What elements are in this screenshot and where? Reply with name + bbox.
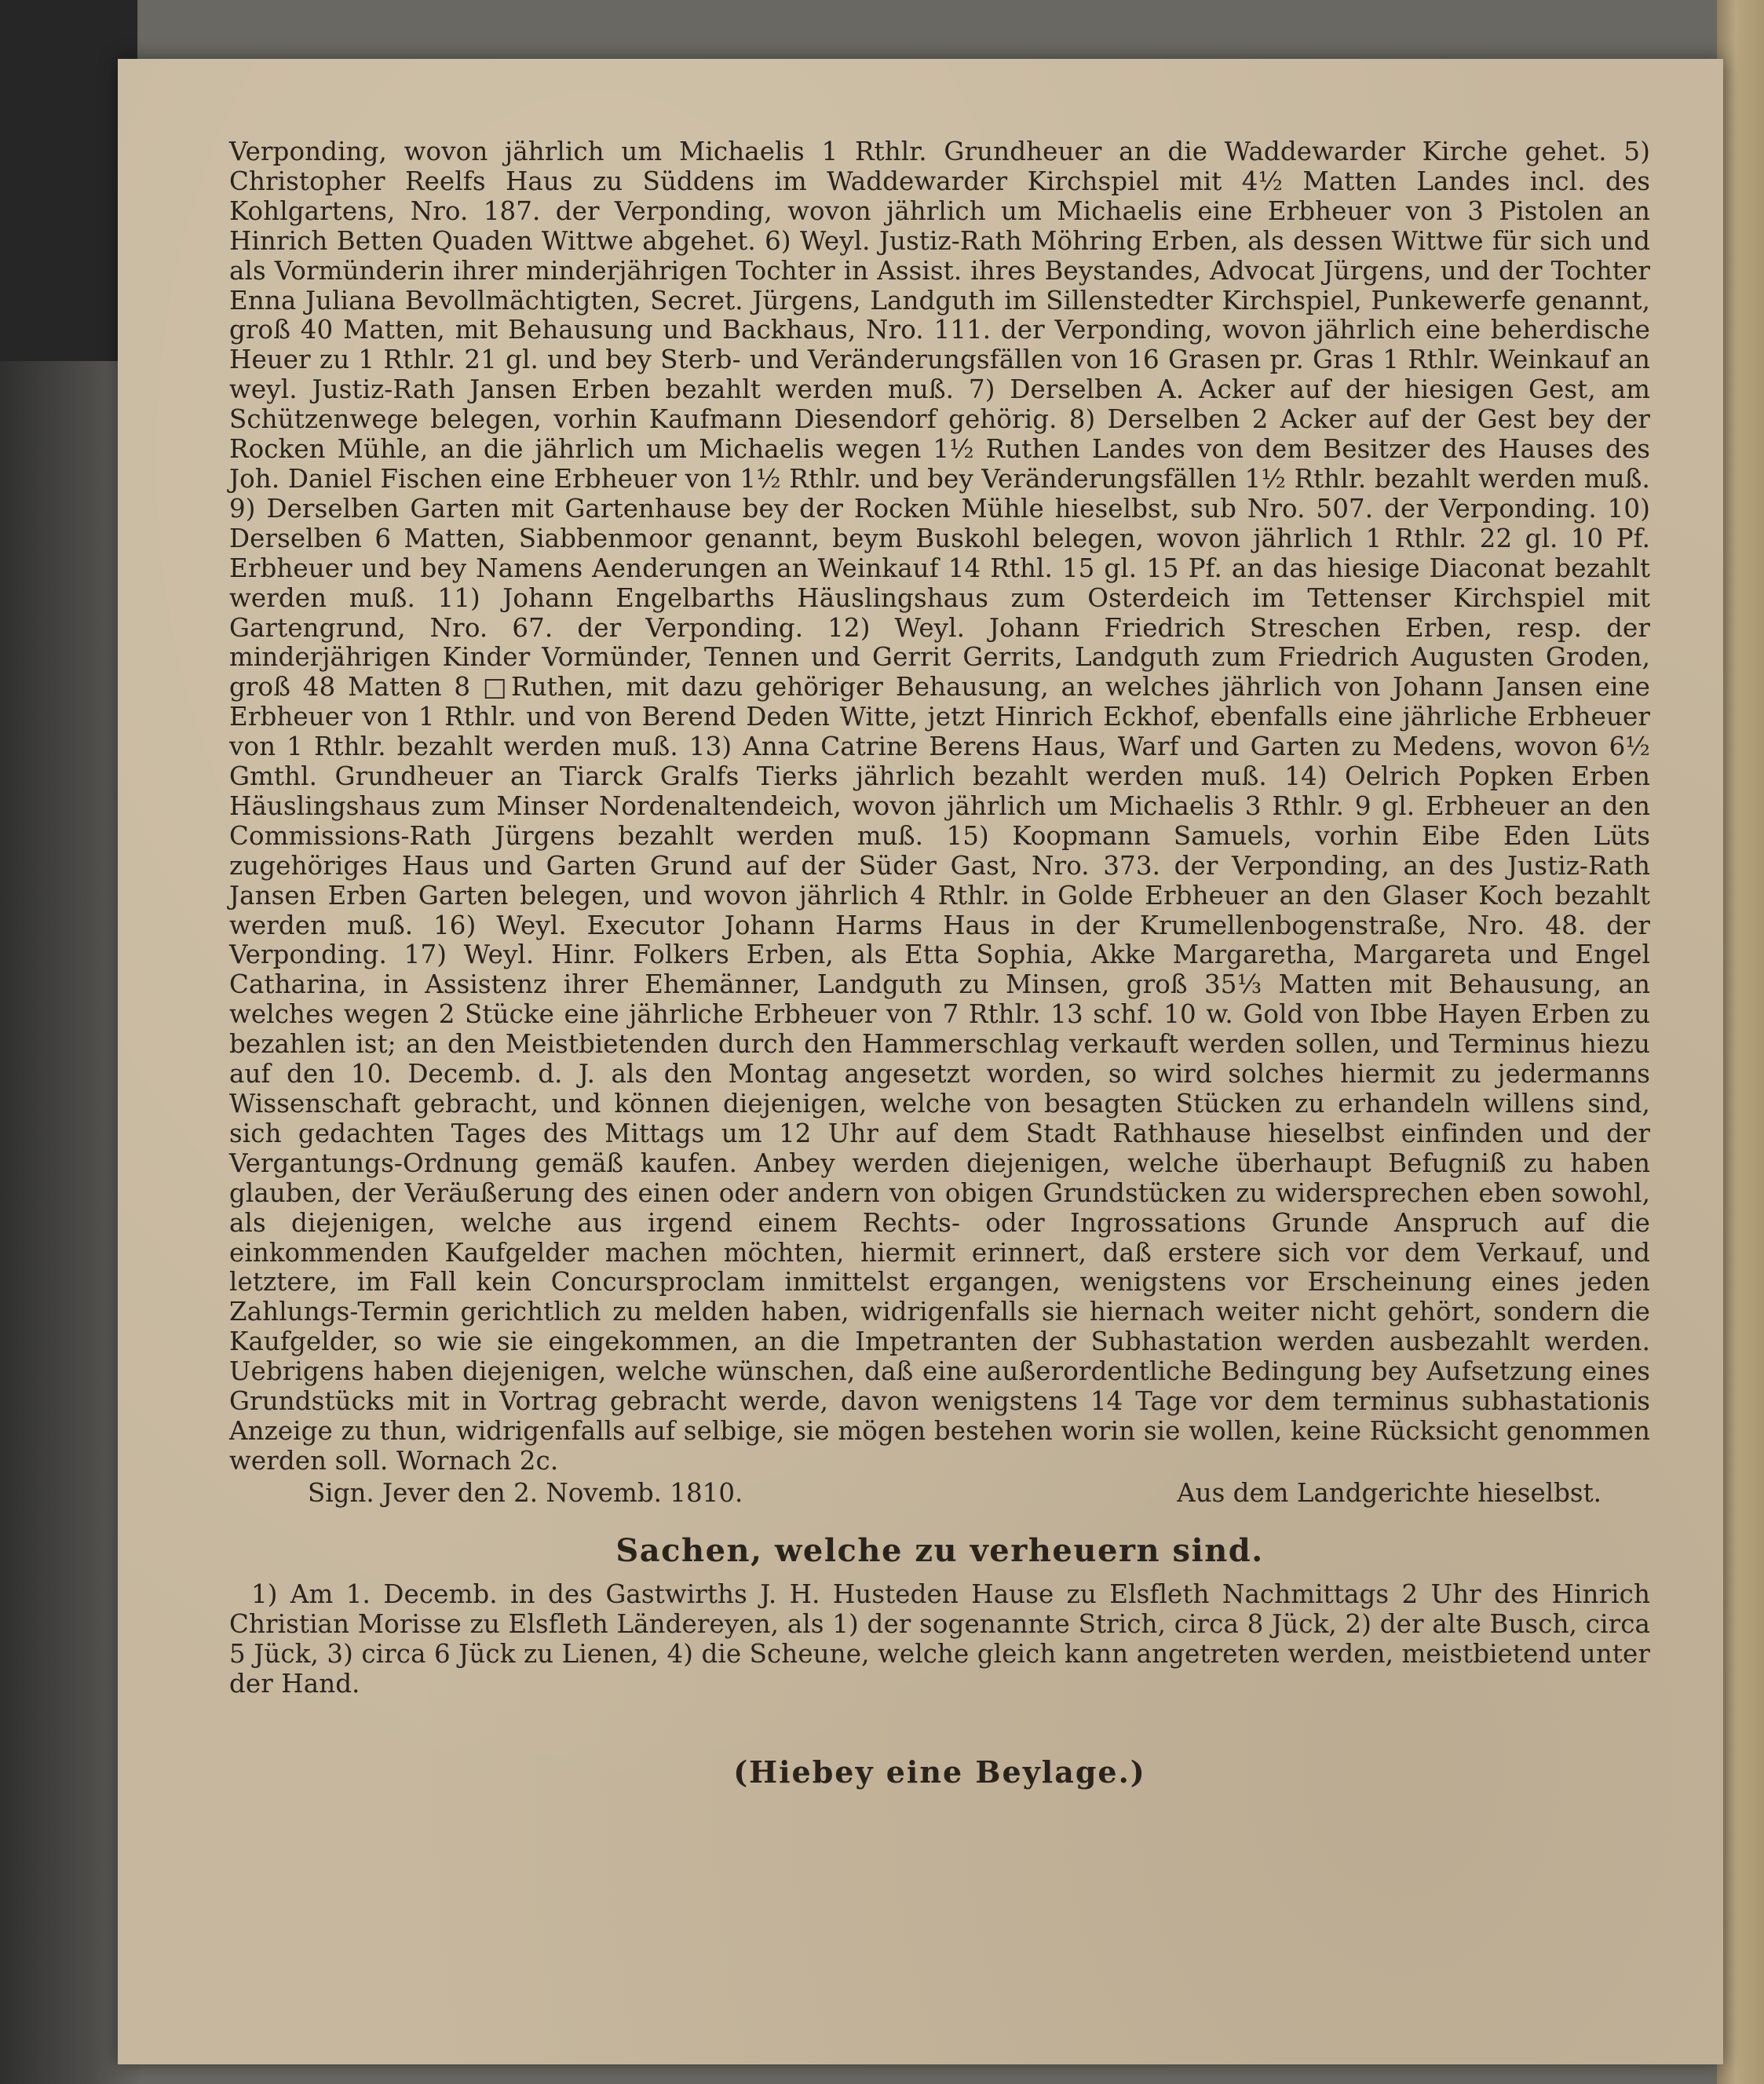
signature-issuer: Aus dem Landgerichte hieselbst.: [1177, 1477, 1601, 1508]
book-binding-edge: [1717, 0, 1764, 2084]
rental-notice-paragraph: 1) Am 1. Decemb. in des Gastwirths J. H. Husteden Hause zu Elsfleth Nachmittags 2 Uhr des Hinrich Christian Morisse zu Elsfleth Ländereyen, als 1) der sogenannte Strich, circa 8 Jück, 2) der alte Busch, circa 5 Jück, 3) circa 6 Jück zu Lienen, 4) die Scheune, welche gleich kann angetreten werden, meistbietend unter der Hand.: [229, 1579, 1650, 1699]
scanner-dark-corner: [0, 0, 137, 361]
section-heading: Sachen, welche zu verheuern sind.: [615, 1531, 1264, 1569]
newspaper-page: [118, 59, 1723, 2064]
signature-place-date: Sign. Jever den 2. Novemb. 1810.: [308, 1477, 743, 1508]
page-text-block: [229, 137, 1650, 1790]
auction-notice-paragraph: Verponding, wovon jährlich um Michaelis 1 Rthlr. Grundheuer an die Waddewarder Kirche gehet. 5) Christopher Reelfs Haus zu Süddens im Waddewarder Kirchspiel mit 4½ Matten Landes incl. des Kohlgartens, Nro. 187. der Verponding, wovon jährlich um Michaelis eine Erbheuer von 3 Pistolen an Hinrich Betten Quaden Wittwe abgehet. 6) Weyl. Justiz-Rath Möhring Erben, als dessen Wittwe für sich und als Vormünderin ihrer minderjährigen Tochter in Assist. ihres Beystandes, Advocat Jürgens, und der Tochter Enna Juliana Bevollmächtigten, Secret. Jürgens, Landguth im Sillenstedter Kirchspiel, Punkewerfe genannt, groß 40 Matten, mit Behausung und Backhaus, Nro. 111. der Verponding, wovon jährlich eine beherdische Heuer zu 1 Rthlr. 21 gl. und bey Sterb- und Veränderungsfällen von 16 Grasen pr. Gras 1 Rthlr. Weinkauf an weyl. Justiz-Rath Jansen Erben bezahlt werden muß. 7) Derselben A. Acker auf der hiesigen Gest, am Schützenwege belegen, vorhin Kaufmann Diesendorf gehörig. 8) Derselben 2 Acker auf der Gest bey der Rocken Mühle, an die jährlich um Michaelis wegen 1½ Ruthen Landes von dem Besitzer des Hauses des Joh. Daniel Fischen eine Erbheuer von 1½ Rthlr. und bey Veränderungsfällen 1½ Rthlr. bezahlt werden muß. 9) Derselben Garten mit Gartenhause bey der Rocken Mühle hieselbst, sub Nro. 507. der Verponding. 10) Derselben 6 Matten, Siabbenmoor genannt, beym Buskohl belegen, wovon jährlich 1 Rthlr. 22 gl. 10 Pf. Erbheuer und bey Namens Aenderungen an Weinkauf 14 Rthl. 15 gl. 15 Pf. an das hiesige Diaconat bezahlt werden muß. 11) Johann Engelbarths Häuslingshaus zum Osterdeich im Tettenser Kirchspiel mit Gartengrund, Nro. 67. der Verponding. 12) Weyl. Johann Friedrich Streschen Erben, resp. der minderjährigen Kinder Vormünder, Tennen und Gerrit Gerrits, Landguth zum Friedrich Augusten Groden, groß 48 Matten 8 □Ruthen, mit dazu gehöriger Behausung, an welches jährlich von Johann Jansen eine Erbheuer von 1 Rthlr. und von Berend Deden Witte, jetzt Hinrich Eckhof, ebenfalls eine jährliche Erbheuer von 1 Rthlr. bezahlt werden muß. 13) Anna Catrine Berens Haus, Warf und Garten zu Medens, wovon 6½ Gmthl. Grundheuer an Tiarck Gralfs Tierks jährlich bezahlt werden muß. 14) Oelrich Popken Erben Häuslingshaus zum Minser Nordenaltendeich, wovon jährlich um Michaelis 3 Rthlr. 9 gl. Erbheuer an den Commissions-Rath Jürgens bezahlt werden muß. 15) Koopmann Samuels, vorhin Eibe Eden Lüts zugehöriges Haus und Garten Grund auf der Süder Gast, Nro. 373. der Verponding, an des Justiz-Rath Jansen Erben Garten belegen, und wovon jährlich 4 Rthlr. in Golde Erbheuer an den Glaser Koch bezahlt werden muß. 16) Weyl. Executor Johann Harms Haus in der Krumellenbogenstraße, Nro. 48. der Verponding. 17) Weyl. Hinr. Folkers Erben, als Etta Sophia, Akke Margaretha, Margareta und Engel Catharina, in Assistenz ihrer Ehemänner, Landguth zu Minsen, groß 35⅓ Matten mit Behausung, an welches wegen 2 Stücke eine jährliche Erbheuer von 7 Rthlr. 13 schf. 10 w. Gold von Ibbe Hayen Erben zu bezahlen ist; an den Meistbietenden durch den Hammerschlag verkauft werden sollen, und Terminus hiezu auf den 10. Decemb. d. J. als den Montag angesetzt worden, so wird solches hiermit zu jedermanns Wissenschaft gebracht, und können diejenigen, welche von besagten Stücken zu erhandeln willens sind, sich gedachten Tages des Mittags um 12 Uhr auf dem Stadt Rathhause hieselbst einfinden und der Vergantungs-Ordnung gemäß kaufen. Anbey werden diejenigen, welche überhaupt Befugniß zu haben glauben, der Veräußerung des einen oder andern von obigen Grundstücken zu widersprechen eben sowohl, als diejenigen, welche aus irgend einem Rechts- oder Ingrossations Grunde Anspruch auf die einkommenden Kaufgelder machen möchten, hiermit erinnert, daß erstere sich vor dem Verkauf, und letztere, im Fall kein Concursproclam inmittelst ergangen, wenigstens vor Erscheinung eines jeden Zahlungs-Termin gerichtlich zu melden haben, widrigenfalls sie hiernach weiter nicht gehört, sondern die Kaufgelder, so wie sie eingekommen, an die Impetranten der Subhastation werden ausbezahlt werden. Uebrigens haben diejenigen, welche wünschen, daß eine außerordentliche Bedingung bey Aufsetzung eines Grundstücks mit in Vortrag gebracht werde, davon wenigstens 14 Tage vor dem terminus subhastationis Anzeige zu thun, widrigenfalls auf selbige, sie mögen bestehen worin sie wollen, keine Rücksicht genommen werden soll. Wornach 2c.: [229, 137, 1650, 1476]
supplement-note: (Hiebey eine Beylage.): [733, 1754, 1146, 1790]
signature-line: [229, 1478, 1650, 1508]
